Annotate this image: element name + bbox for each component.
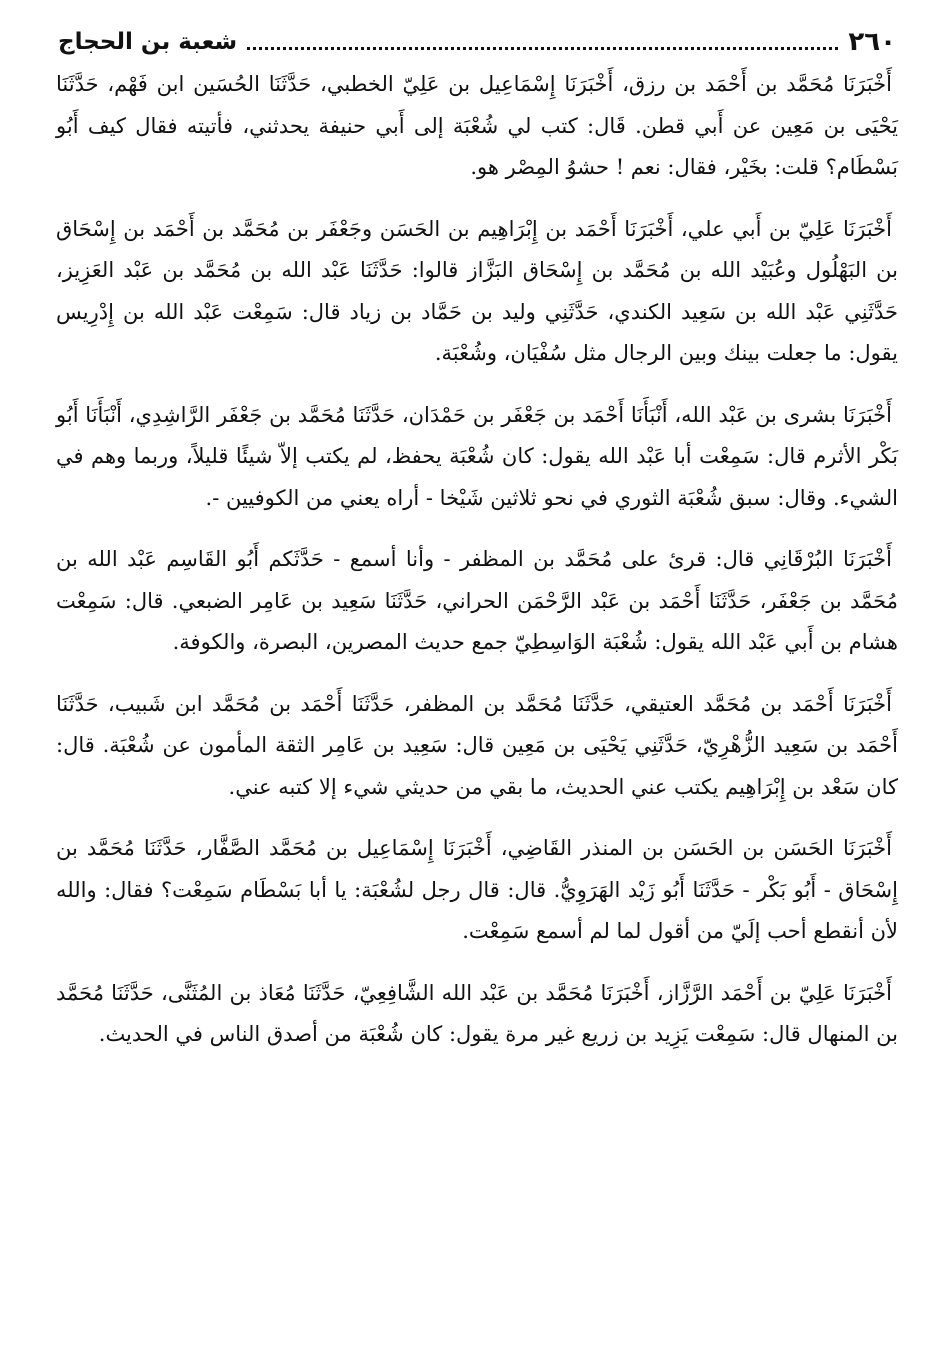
page-header [52, 24, 902, 60]
paragraph-3: أَخْبَرَنَا بشرى بن عَبْد الله، أَنْبَأَنَا أَحْمَد بن جَعْفَر بن حَمْدَان، حَدَّثَنَا مُحَمَّد بن جَعْفَر الرَّاشِدِي، أَنْبَأَنَا أَبُو بَكْر الأثرم قال: سَمِعْت أبا عَبْد الله يقول: كان شُعْبَة يحفظ، لم يكتب إلاّ شيئًا قليلاً، وربما وهم في الشيء. وقال: سبق شُعْبَة الثوري في نحو ثلاثين شَيْخا - أراه يعني من الكوفيين -. [56, 402, 898, 510]
paragraph-4: أَخْبَرَنَا البُرْقَانِي قال: قرئ على مُحَمَّد بن المظفر - وأنا أسمع - حَدَّثَكم أَبُو القَاسِم عَبْد الله بن مُحَمَّد بن جَعْفَر، حَدَّثَنَا أَحْمَد بن عَبْد الرَّحْمَن الحراني، حَدَّثَنَا سَعِيد بن عَامِر الضبعي. قال: سَمِعْت هشام بن أَبي عَبْد الله يقول: شُعْبَة الوَاسِطِيّ جمع حديث المصرين، البصرة، والكوفة. [56, 547, 898, 654]
running-title: شعبة بن الحجاج [58, 29, 238, 55]
paragraph-6: أَخْبَرَنَا الحَسَن بن الحَسَن بن المنذر القَاضِي، أَخْبَرَنَا إِسْمَاعِيل بن مُحَمَّد الصَّفَّار، حَدَّثَنَا مُحَمَّد بن إِسْحَاق - أَبُو بَكْر - حَدَّثَنَا أَبُو زَيْد الهَرَوِيُّ. قال: قال رجل لشُعْبَة: يا أبا بَسْطَام سَمِعْت؟ فقال: والله لأن أنقطع أحب إلَيّ من أقول لما لم أسمع سَمِعْت. [56, 836, 898, 943]
page-body [52, 64, 902, 1056]
paragraph-2: أَخْبَرَنَا عَلِيّ بن أَبي علي، أَخْبَرَنَا أَحْمَد بن إِبْرَاهِيم بن الحَسَن وجَعْفَر بن مُحَمَّد بن أَحْمَد بن إِسْحَاق بن البَهْلُول وعُبَيْد الله بن مُحَمَّد بن إِسْحَاق البَزَّاز قالوا: حَدَّثَنَا عَبْد الله بن مُحَمَّد بن عَبْد العَزِيز، حَدَّثَنِي عَبْد الله بن سَعِيد الكندي، حَدَّثَنِي وليد بن حَمَّاد بن زياد قال: سَمِعْت عَبْد الله بن إِدْرِيس يقول: ما جعلت بينك وبين الرجال مثل سُفْيَان، وشُعْبَة. [56, 216, 898, 365]
paragraph-5: أَخْبَرَنَا أَحْمَد بن مُحَمَّد العتيقي، حَدَّثَنَا مُحَمَّد بن المظفر، حَدَّثَنَا أَحْمَد بن مُحَمَّد ابن شَبيب، حَدَّثَنَا أَحْمَد بن سَعِيد الزُّهْرِيّ، حَدَّثَنِي يَحْيَى بن مَعِين قال: سَعِيد بن عَامِر الثقة المأمون عن شُعْبَة. قال: كان سَعْد بن إِبْرَاهِيم يكتب عني الحديث، ما بقي من حديثي شيء إلا كتبه عني. [56, 691, 898, 799]
page-number: ٢٦٠ [848, 27, 896, 57]
dotted-leader [247, 35, 838, 50]
paragraph-7: أَخْبَرَنَا عَلِيّ بن أَحْمَد الرَّزَّاز، أَخْبَرَنَا مُحَمَّد بن عَبْد الله الشَّافِعِيّ، حَدَّثَنَا مُعَاذ بن المُثَنَّى، حَدَّثَنَا مُحَمَّد بن المنهال قال: سَمِعْت يَزِيد بن زريع غير مرة يقول: كان شُعْبَة من أصدق الناس في الحديث. [56, 980, 898, 1046]
book-page [52, 24, 902, 1334]
paragraph-1: أَخْبَرَنَا مُحَمَّد بن أَحْمَد بن رزق، أَخْبَرَنَا إِسْمَاعِيل بن عَلِيّ الخطبي، حَدَّثَنَا الحُسَين ابن فَهْم، حَدَّثَنَا يَحْيَى بن مَعِين عن أَبي قطن. قَال: كتب لي شُعْبَة إلى أَبي حنيفة يحدثني، فأتيته فقال كيف أَبُو بَسْطَام؟ قلت: بخَيْر، فقال: نعم ! حشوُ المِصْر هو. [56, 72, 898, 179]
